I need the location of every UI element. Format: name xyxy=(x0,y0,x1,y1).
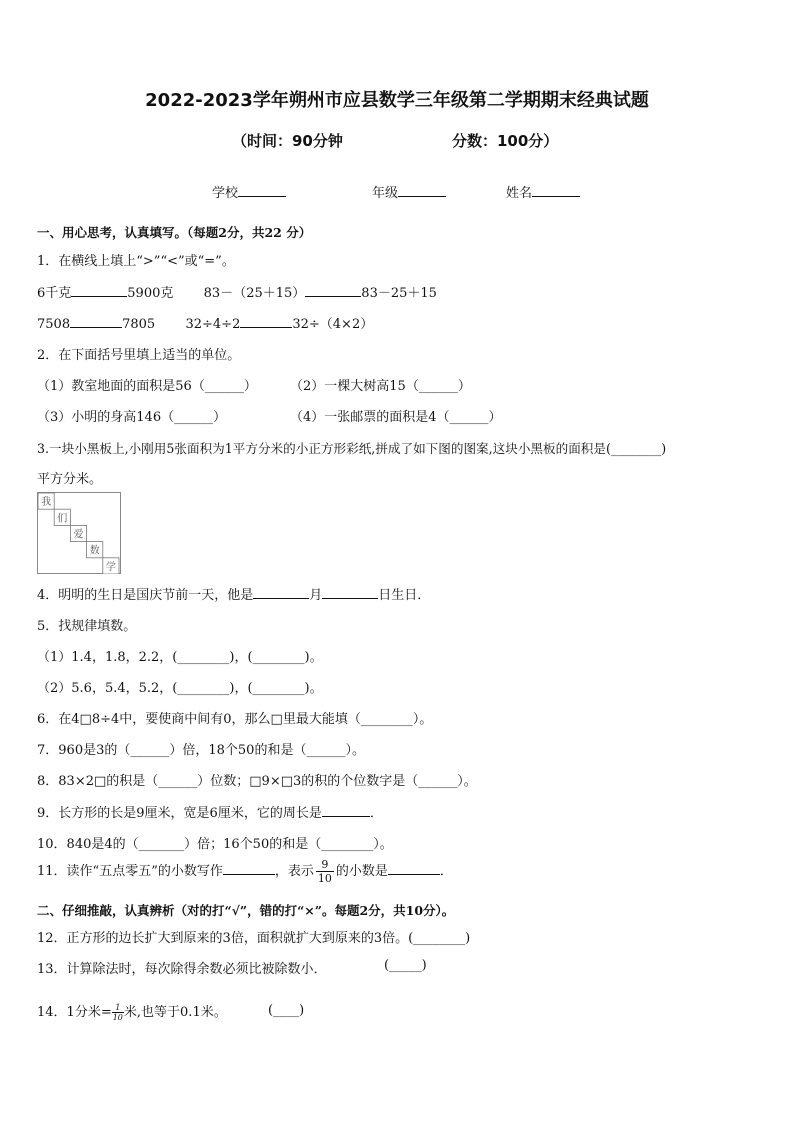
exam-time: （时间：90分钟 xyxy=(232,132,343,150)
q11-text-c: 的小数是 xyxy=(335,864,388,879)
q1-r1-blank2[interactable] xyxy=(305,284,361,297)
stair-square-char: 学 xyxy=(105,561,116,573)
staircase-squares-figure xyxy=(37,492,121,574)
q11-text-a: 11．读作“五点零五”的小数写作 xyxy=(37,864,223,879)
q14-numerator: 1 xyxy=(112,1003,124,1013)
q9-blank[interactable] xyxy=(322,804,370,817)
school-field xyxy=(212,182,286,201)
q1-r2-a: 7508 xyxy=(37,317,71,332)
q1-row1 xyxy=(37,282,437,301)
q1-r2-d: 32÷（4×2） xyxy=(292,317,374,332)
q4-text-c: 日生日． xyxy=(378,588,431,603)
q14-text-a: 14．1分米= xyxy=(37,1005,112,1020)
q9 xyxy=(37,802,383,821)
q2-item-2: （2）一棵大树高15（______） xyxy=(290,379,471,394)
q4-text-b: 月 xyxy=(309,588,323,603)
exam-score: 分数：100分） xyxy=(452,132,559,150)
section1-heading: 一、用心思考，认真填写。（每题2分，共22 分） xyxy=(37,225,312,240)
q1-row2 xyxy=(37,313,373,332)
grade-label: 年级 xyxy=(372,186,399,201)
name-label: 姓名 xyxy=(506,186,533,201)
q2-stem: 2．在下面括号里填上适当的单位。 xyxy=(37,348,241,363)
stair-square-char: 数 xyxy=(89,545,100,557)
q11-text-d: ． xyxy=(439,864,453,879)
q14-answer-paren[interactable]: (____) xyxy=(268,1003,305,1018)
q7: 7．960是3的（______）倍，18个50的和是（______）。 xyxy=(37,743,365,758)
q9-text-a: 9．长方形的长是9厘米，宽是6厘米，它的周长是 xyxy=(37,806,322,821)
name-field xyxy=(506,182,580,201)
q11-blank2[interactable] xyxy=(388,862,440,875)
q14-text-b: 米,也等于0.1米。 xyxy=(123,1005,227,1020)
q1-r2-blank2[interactable] xyxy=(240,315,292,328)
q12: 12．正方形的边长扩大到原来的3倍，面积就扩大到原来的3倍。(________) xyxy=(37,931,471,946)
q11-blank1[interactable] xyxy=(223,862,275,875)
q5-item-2: （2）5.6，5.4，5.2，(________)，(________)。 xyxy=(37,681,323,696)
q2-item-1: （1）教室地面的面积是56（______） xyxy=(37,379,257,394)
q11-denominator: 10 xyxy=(317,872,332,885)
q3-line2: 平方分米。 xyxy=(37,472,103,487)
q11-fraction xyxy=(316,858,334,885)
q4-text-a: 4．明明的生日是国庆节前一天，他是 xyxy=(37,588,254,603)
q5-stem: 5．找规律填数。 xyxy=(37,619,137,634)
exam-title: 2022-2023学年朔州市应县数学三年级第二学期期末经典试题 xyxy=(145,90,649,111)
q2-item-3: （3）小明的身高146（______） xyxy=(37,410,227,425)
q4-month-blank[interactable] xyxy=(253,586,309,599)
q1-r1-c: 83－（25＋15） xyxy=(203,286,306,301)
q14-fraction xyxy=(112,1003,124,1022)
q2-item-4: （4）一张邮票的面积是4（______） xyxy=(290,410,502,425)
q3-line1: 3.一块小黑板上,小刚用5张面积为1平方分米的小正方形彩纸,拼成了如下图的图案,这块小黑板的面积是(________) xyxy=(37,441,667,456)
name-blank[interactable] xyxy=(532,184,580,197)
q14 xyxy=(37,1001,227,1022)
stair-square-char: 爱 xyxy=(73,529,84,541)
q6: 6．在4□8÷4中，要使商中间有0，那么□里最大能填（________）。 xyxy=(37,712,433,727)
q9-text-b: ． xyxy=(369,806,383,821)
stair-square-char: 们 xyxy=(57,513,68,525)
q4 xyxy=(37,584,430,603)
grade-blank[interactable] xyxy=(398,184,446,197)
q1-r1-d: 83－25＋15 xyxy=(361,286,437,301)
q14-denominator: 10 xyxy=(112,1013,123,1022)
school-blank[interactable] xyxy=(238,184,286,197)
q4-day-blank[interactable] xyxy=(322,586,378,599)
section2-heading: 二、仔细推敲，认真辨析（对的打“√”，错的打“×”。每题2分，共10分）。 xyxy=(37,903,455,918)
q11-numerator: 9 xyxy=(316,858,334,872)
q1-r2-c: 32÷4÷2 xyxy=(185,317,241,332)
q1-r2-b: 7805 xyxy=(122,317,156,332)
school-label: 学校 xyxy=(212,186,239,201)
q13-text: 13．计算除法时，每次除得余数必须比被除数小． xyxy=(37,962,327,977)
q11 xyxy=(37,858,453,885)
q8: 8．83×2□的积是（______）位数；□9×□3的积的个位数字是（______）。 xyxy=(37,774,477,789)
grade-field xyxy=(372,182,446,201)
q10: 10．840是4的（_______）倍；16个50的和是（________）。 xyxy=(37,837,393,852)
q1-r1-a: 6千克 xyxy=(37,286,72,301)
stair-square-char: 我 xyxy=(41,497,52,509)
q1-r1-blank1[interactable] xyxy=(71,284,127,297)
q1-stem: 1．在横线上填上“>”“<”或“=”。 xyxy=(37,254,235,269)
q1-r1-b: 5900克 xyxy=(127,286,174,301)
q13-answer-paren[interactable]: (_____) xyxy=(384,958,427,973)
q5-item-1: （1）1.4，1.8，2.2，(________)，(________)。 xyxy=(37,650,323,665)
q1-r2-blank1[interactable] xyxy=(70,315,122,328)
q11-text-b: ，表示 xyxy=(274,864,314,879)
